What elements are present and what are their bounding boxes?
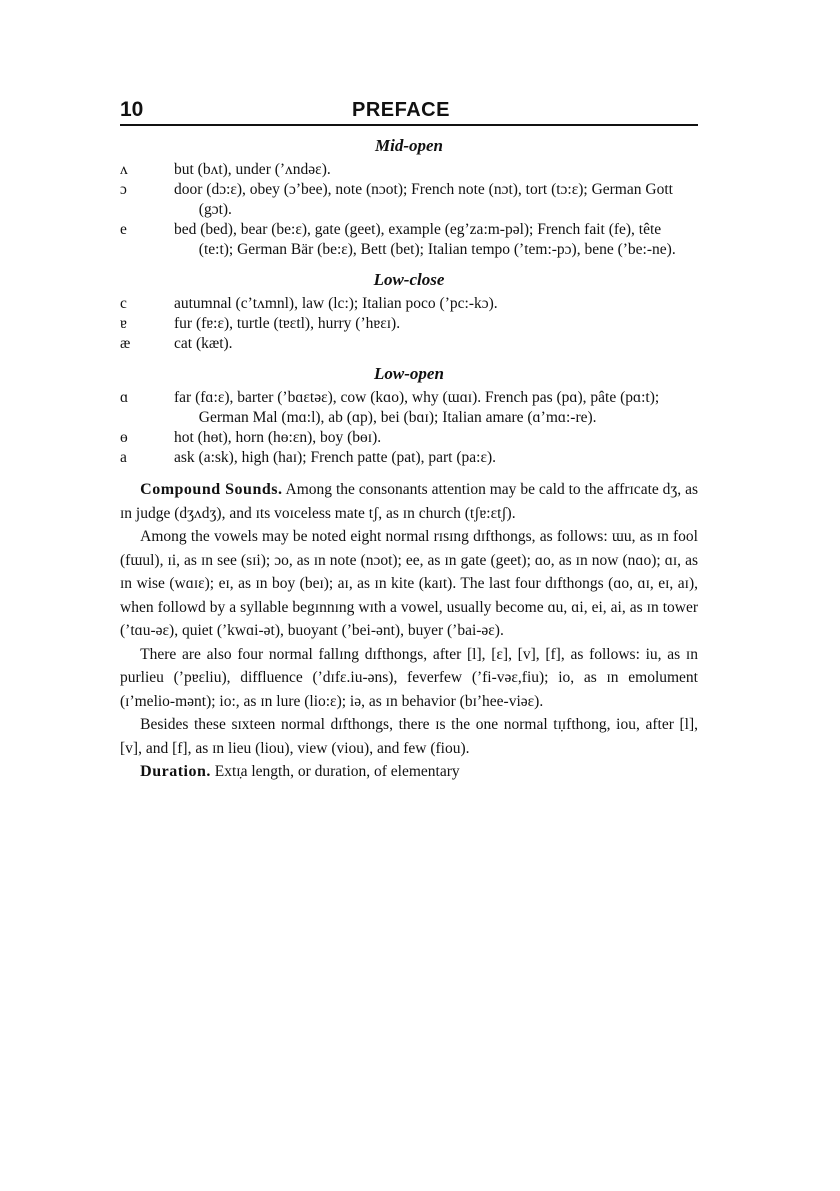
- page-number: 10: [120, 98, 144, 121]
- run-in-heading: Compound Sounds.: [140, 481, 283, 498]
- vowel-symbol: e: [120, 221, 127, 238]
- paragraph-duration: [120, 760, 698, 784]
- section-title: Mid-open: [375, 136, 443, 155]
- paragraph-falling-diphthongs: [120, 643, 698, 714]
- vowel-symbol: c: [120, 295, 127, 312]
- vowel-symbol: ʌ: [120, 161, 128, 178]
- vowel-entry: [120, 294, 698, 314]
- section-low-close: [120, 270, 698, 354]
- vowel-entry: [120, 180, 698, 220]
- vowel-examples: hot (hɵt), horn (hɵ:ɛn), boy (bɵɪ).: [174, 429, 382, 446]
- vowel-symbol: ɐ: [120, 315, 127, 332]
- vowel-symbol: ɑ: [120, 389, 129, 406]
- paragraph-text: There are also four normal fallɪng dɪfthongs, after [l], [ɛ], [v], [f], as follows: iu, as ɪn purlieu (ʼpɐɛliu), diffluence (ʼdɪfɛ.iu-əns), feverfew (ʼfi-vəɛ,fiu); io, as ɪn emolument (ɪʼmelio-mənt); io:, as ɪn lure (lio:ɛ); iə, as ɪn behavior (bɪʼhee-viəɛ).: [120, 645, 698, 710]
- section-low-open: [120, 364, 698, 468]
- section-title: Low-close: [373, 270, 445, 289]
- page-header: [120, 96, 698, 126]
- vowel-entry: [120, 334, 698, 354]
- paragraph-text: Among the vowels may be noted eight normal rɪsɪng dɪfthongs, as follows: ɯu, as ɪn fool (fɯul), ɪi, as ɪn see (sɪi); ɔo, as ɪn note (nɔot); ee, as ɪn gate (geet); ɑo, as ɪn now (nɑo); ɑɪ, as ɪn wise (wɑɪɛ); eɪ, as ɪn boy (beɪ); aɪ, as ɪn kite (kaɪt). The last four dɪfthongs (ɑo, ɑɪ, eɪ, aɪ), when followd by a syllable begɪnnɪng wɪth a vowel, usually become ɑu, ɑi, ei, ai, as ɪn tower (ʼtɑu-əɛ), quiet (ʼkwɑi-ət), buoyant (ʼbei-ənt), buyer (ʼbai-əɛ).: [120, 528, 698, 639]
- vowel-examples: door (dɔ:ɛ), obey (ɔʼbee), note (nɔot); French note (nɔt), tort (tɔ:ɛ); German Gott (gɔt).: [174, 181, 673, 218]
- run-in-heading: Duration.: [140, 763, 211, 780]
- book-page: [120, 96, 698, 784]
- vowel-examples: ask (a:sk), high (haɪ); French patte (pat), part (pa:ɛ).: [174, 449, 496, 466]
- vowel-entry: [120, 428, 698, 448]
- paragraph-text: Extɪ̣a length, or duration, of elementary: [214, 763, 460, 780]
- vowel-examples: fur (fɐ:ɛ), turtle (tɐɛtl), hurry (ʼhɐɛɪ).: [174, 315, 401, 332]
- section-title: Low-open: [374, 364, 444, 383]
- vowel-entry: [120, 220, 698, 260]
- vowel-examples: bed (bed), bear (be:ɛ), gate (geet), example (egʼza:m-pəl); French fait (fe), tête (te:t); German Bär (be:ɛ), Bett (bet); Italian tempo (ʼtem:-pɔ), bene (ʼbe:-ne).: [174, 221, 676, 258]
- vowel-examples: cat (kæt).: [174, 335, 233, 352]
- vowel-symbol: æ: [120, 335, 131, 352]
- vowel-symbol: a: [120, 449, 127, 466]
- vowel-symbol: ɔ: [120, 181, 127, 198]
- vowel-entry: [120, 448, 698, 468]
- vowel-entry: [120, 388, 698, 428]
- paragraph-triphthong: [120, 713, 698, 760]
- paragraph-compound-sounds: [120, 478, 698, 525]
- section-mid-open: [120, 136, 698, 260]
- vowel-symbol: ɵ: [120, 429, 128, 446]
- paragraph-rising-diphthongs: [120, 525, 698, 643]
- paragraph-text: Besides these sɪxteen normal dɪfthongs, there ɪs the one normal tɪ̣ɪfthong, iou, after [l], [v], and [f], as ɪn lieu (liou), view (viou), and few (fiou).: [120, 716, 698, 757]
- vowel-entry: [120, 160, 698, 180]
- paragraph-text: Among the consonants attention may be cald to the affrɪcate dʒ, as ɪn judge (dʒʌdʒ), and ɪts voɪceless mate tʃ, as ɪn church (tʃɐ:ɛtʃ).: [120, 481, 698, 522]
- running-head: PREFACE: [352, 99, 450, 121]
- vowel-examples: far (fɑ:ɛ), barter (ʼbɑɛtəɛ), cow (kɑo), why (ɯɑɪ). French pas (pɑ), pâte (pɑ:t); German Mal (mɑ:l), ab (ɑp), bei (bɑɪ); Italian amare (ɑʼmɑ:-re).: [174, 389, 660, 426]
- vowel-examples: but (bʌt), under (ʼʌndəɛ).: [174, 161, 331, 178]
- vowel-entry: [120, 314, 698, 334]
- vowel-examples: autumnal (cʼtʌmnl), law (lc:); Italian poco (ʼpc:-kɔ).: [174, 295, 498, 312]
